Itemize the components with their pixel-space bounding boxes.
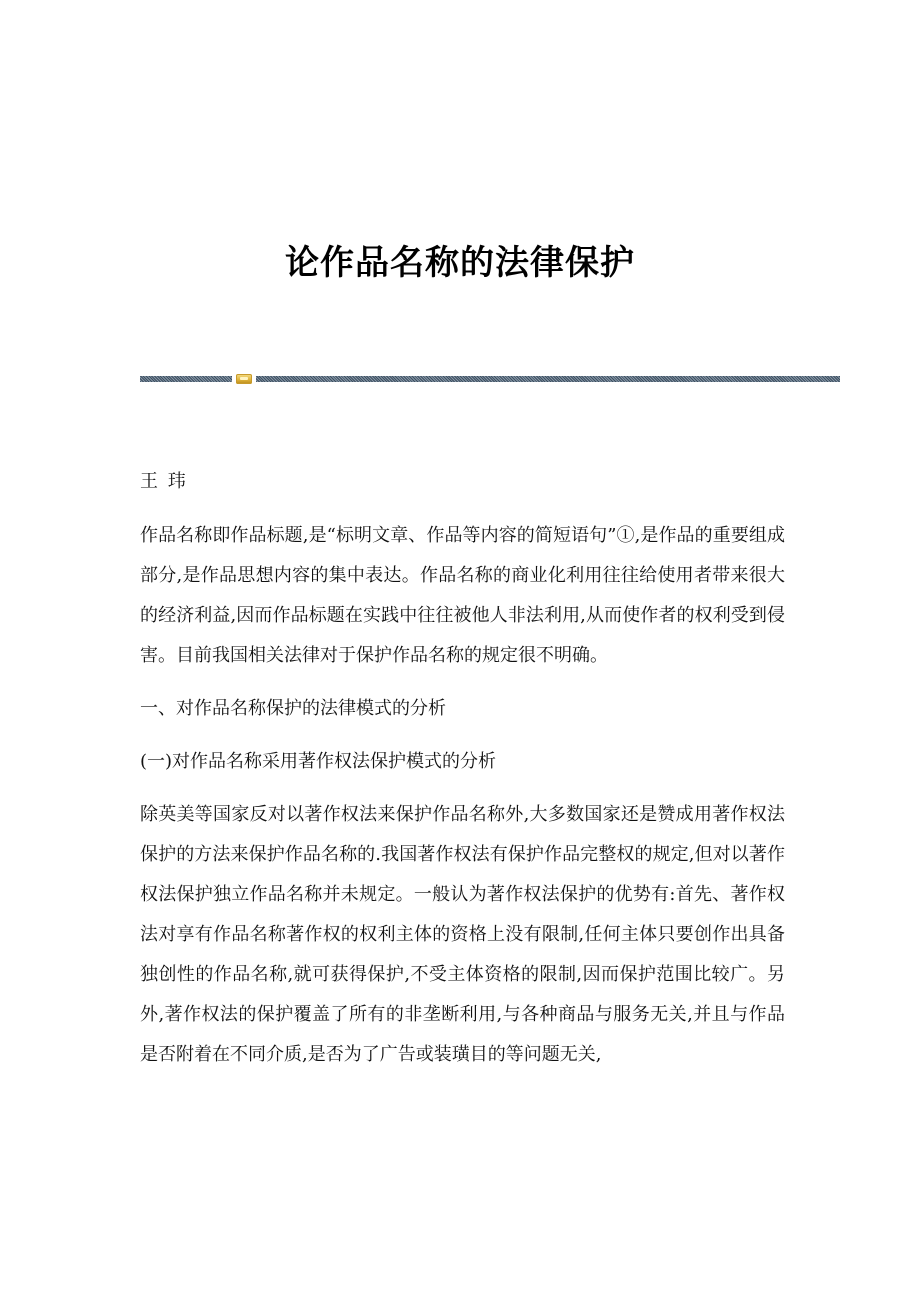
title-divider xyxy=(140,374,840,384)
divider-bar-left xyxy=(140,376,232,382)
divider-bar-right xyxy=(256,376,840,382)
document-title: 论作品名称的法律保护 xyxy=(285,242,635,283)
body-paragraph: 除英美等国家反对以著作权法来保护作品名称外,大多数国家还是赞成用著作权法保护的方法来保护作品名称的.我国著作权法有保护作品完整权的规定,但对以著作权法保护独立作品名称并未规定。一般认为著作权法保护的优势有:首先、著作权法对享有作品名称著作权的权利主体的资格上没有限制,任何主体只要创作出具备独创性的作品名称,就可获得保护,不受主体资格的限制,因而保护范围比较广。另外,著作权法的保护覆盖了所有的非垄断利用,与各种商品与服务无关,并且与作品是否附着在不同介质,是否为了广告或装璜目的等问题无关, xyxy=(140,804,785,1065)
divider-ornament-icon xyxy=(236,374,252,384)
subsection-heading: (一)对作品名称采用著作权法保护模式的分析 xyxy=(140,751,497,772)
author-name: 王 玮 xyxy=(140,471,188,492)
intro-paragraph: 作品名称即作品标题,是“标明文章、作品等内容的简短语句”①,是作品的重要组成部分,是作品思想内容的集中表达。作品名称的商业化利用往往给使用者带来很大的经济利益,因而作品标题在实践中往往被他人非法利用,从而使作者的权利受到侵害。目前我国相关法律对于保护作品名称的规定很不明确。 xyxy=(140,525,785,666)
section-heading: 一、对作品名称保护的法律模式的分析 xyxy=(140,698,446,719)
document-body xyxy=(140,462,785,1088)
